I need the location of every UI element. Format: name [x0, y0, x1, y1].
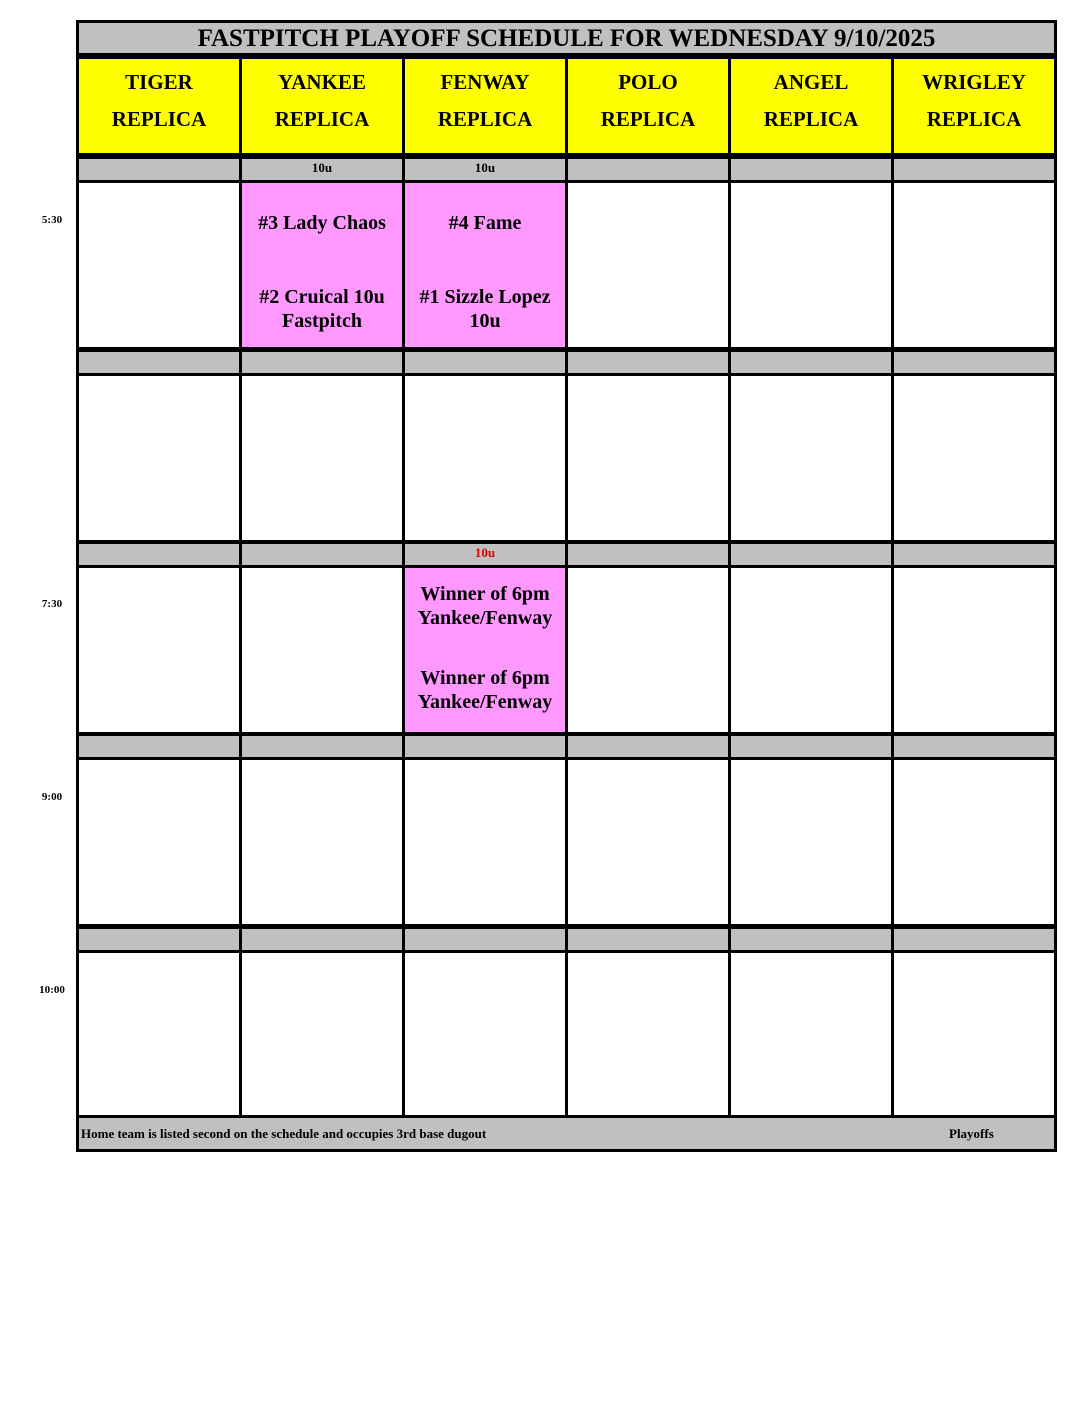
division-band-fenway	[402, 733, 568, 760]
division-band-angel	[728, 541, 894, 568]
field-type: REPLICA	[926, 107, 1022, 131]
field-header-angel	[728, 56, 894, 156]
home-team: #2 Cruical 10u Fastpitch	[259, 286, 385, 332]
division-band-angel	[728, 349, 894, 376]
empty-slot-wrigley	[891, 950, 1057, 1120]
game-cell-yankee	[239, 180, 405, 350]
division-band-tiger	[76, 349, 242, 376]
field-name: YANKEE	[278, 70, 366, 94]
division-band-fenway	[402, 349, 568, 376]
division-band-polo	[565, 541, 731, 568]
empty-slot-polo	[565, 565, 731, 735]
division-band-polo	[565, 733, 731, 760]
time-label: 7:30	[41, 598, 63, 610]
empty-slot-yankee	[239, 950, 405, 1120]
page-title: FASTPITCH PLAYOFF SCHEDULE FOR WEDNESDAY 9/10/2025	[76, 20, 1057, 56]
empty-slot-wrigley	[891, 565, 1057, 735]
empty-slot-angel	[728, 180, 894, 350]
away-team: Winner of 6pm Yankee/Fenway	[417, 583, 553, 629]
field-name: POLO	[618, 70, 678, 94]
empty-slot-tiger	[76, 757, 242, 927]
field-header-wrigley	[891, 56, 1057, 156]
division-band-yankee	[239, 541, 405, 568]
division-band-yankee	[239, 349, 405, 376]
empty-slot-yankee	[239, 373, 405, 543]
empty-slot-angel	[728, 565, 894, 735]
field-name: FENWAY	[440, 70, 530, 94]
empty-slot-yankee	[239, 757, 405, 927]
division-band-tiger	[76, 733, 242, 760]
empty-slot-tiger	[76, 950, 242, 1120]
division-band-angel	[728, 926, 894, 953]
time-label: 5:30	[41, 214, 63, 226]
empty-slot-polo	[565, 757, 731, 927]
empty-slot-wrigley	[891, 757, 1057, 927]
home-team: #1 Sizzle Lopez 10u	[419, 286, 551, 332]
division-band-tiger	[76, 156, 242, 183]
field-type: REPLICA	[600, 107, 696, 131]
away-team: #4 Fame	[448, 212, 522, 234]
game-cell-fenway	[402, 565, 568, 735]
footer-note: Home team is listed second on the schedule and occupies 3rd base dugout	[81, 1126, 487, 1141]
field-type: REPLICA	[274, 107, 370, 131]
division-band-wrigley	[891, 541, 1057, 568]
field-type: REPLICA	[111, 107, 207, 131]
footer-tag: Playoffs	[949, 1126, 994, 1141]
division-band-yankee	[239, 926, 405, 953]
division-band-yankee	[239, 733, 405, 760]
empty-slot-wrigley	[891, 180, 1057, 350]
field-header-fenway	[402, 56, 568, 156]
empty-slot-polo	[565, 373, 731, 543]
field-header-yankee	[239, 56, 405, 156]
division-band-wrigley	[891, 926, 1057, 953]
division-band-wrigley	[891, 156, 1057, 183]
empty-slot-fenway	[402, 950, 568, 1120]
field-type: REPLICA	[437, 107, 533, 131]
division-band-polo	[565, 349, 731, 376]
division-band-wrigley	[891, 733, 1057, 760]
field-header-polo	[565, 56, 731, 156]
field-name: ANGEL	[773, 70, 849, 94]
field-header-tiger	[76, 56, 242, 156]
footer-bar	[76, 1115, 1057, 1152]
empty-slot-tiger	[76, 373, 242, 543]
division-band-polo	[565, 926, 731, 953]
field-type: REPLICA	[763, 107, 859, 131]
empty-slot-angel	[728, 950, 894, 1120]
empty-slot-fenway	[402, 757, 568, 927]
empty-slot-fenway	[402, 373, 568, 543]
division-band-fenway: 10u	[402, 156, 568, 183]
division-band-tiger	[76, 541, 242, 568]
division-band-fenway	[402, 926, 568, 953]
empty-slot-tiger	[76, 565, 242, 735]
empty-slot-angel	[728, 757, 894, 927]
division-band-yankee: 10u	[239, 156, 405, 183]
field-name: TIGER	[125, 70, 193, 94]
division-band-fenway: 10u	[402, 541, 568, 568]
division-band-tiger	[76, 926, 242, 953]
field-name: WRIGLEY	[922, 70, 1026, 94]
empty-slot-polo	[565, 180, 731, 350]
empty-slot-wrigley	[891, 373, 1057, 543]
empty-slot-polo	[565, 950, 731, 1120]
division-band-angel	[728, 156, 894, 183]
time-label: 9:00	[41, 791, 63, 803]
time-label: 10:00	[39, 984, 65, 996]
empty-slot-yankee	[239, 565, 405, 735]
home-team: Winner of 6pm Yankee/Fenway	[417, 667, 553, 713]
game-cell-fenway	[402, 180, 568, 350]
away-team: #3 Lady Chaos	[258, 212, 386, 234]
empty-slot-tiger	[76, 180, 242, 350]
division-band-wrigley	[891, 349, 1057, 376]
schedule-sheet	[76, 20, 1057, 1152]
empty-slot-angel	[728, 373, 894, 543]
division-band-angel	[728, 733, 894, 760]
division-band-polo	[565, 156, 731, 183]
